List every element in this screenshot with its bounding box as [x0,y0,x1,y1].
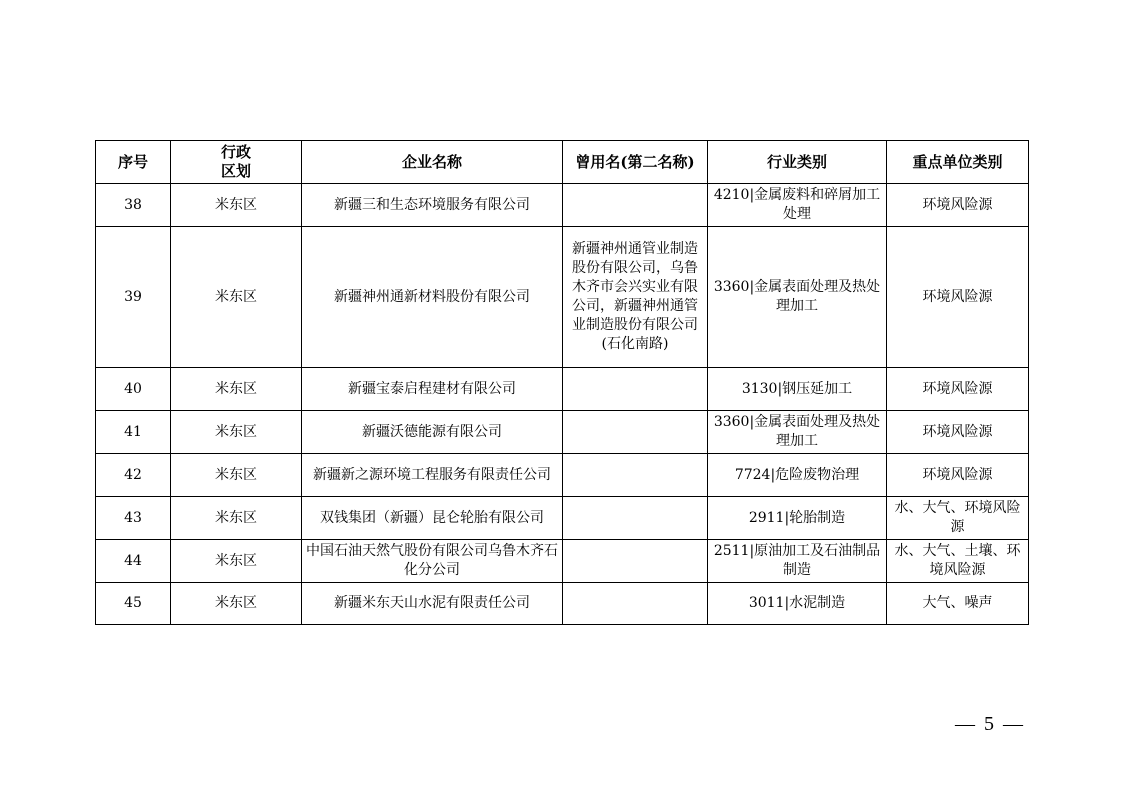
table-row [96,583,1029,625]
cell-seq: 41 [96,411,171,454]
header-former-name: 曾用名(第二名称) [563,141,708,184]
cell-company: 新疆三和生态环境服务有限公司 [302,184,563,227]
cell-category: 环境风险源 [887,454,1029,497]
cell-company: 新疆米东天山水泥有限责任公司 [302,583,563,625]
cell-seq: 44 [96,540,171,583]
table-row [96,540,1029,583]
cell-seq: 40 [96,368,171,411]
cell-industry: 3360|金属表面处理及热处理加工 [708,411,887,454]
cell-category: 环境风险源 [887,411,1029,454]
table-row [96,411,1029,454]
cell-industry: 4210|金属废料和碎屑加工处理 [708,184,887,227]
table-row [96,368,1029,411]
cell-district: 米东区 [171,454,302,497]
cell-district: 米东区 [171,368,302,411]
cell-seq: 45 [96,583,171,625]
cell-former-name [563,540,708,583]
cell-category: 水、大气、土壤、环境风险源 [887,540,1029,583]
cell-district: 米东区 [171,540,302,583]
cell-seq: 42 [96,454,171,497]
cell-former-name [563,583,708,625]
cell-company: 新疆神州通新材料股份有限公司 [302,227,563,368]
cell-former-name: 新疆神州通管业制造股份有限公司，乌鲁木齐市会兴实业有限公司，新疆神州通管业制造股份有限公司(石化南路) [563,227,708,368]
cell-district: 米东区 [171,184,302,227]
cell-category: 环境风险源 [887,184,1029,227]
header-industry: 行业类别 [708,141,887,184]
cell-industry: 3360|金属表面处理及热处理加工 [708,227,887,368]
cell-former-name [563,497,708,540]
cell-industry: 2511|原油加工及石油制品制造 [708,540,887,583]
cell-district: 米东区 [171,583,302,625]
table-row [96,227,1029,368]
header-district [171,141,302,184]
cell-industry: 3011|水泥制造 [708,583,887,625]
cell-company: 新疆沃德能源有限公司 [302,411,563,454]
cell-company: 中国石油天然气股份有限公司乌鲁木齐石化分公司 [302,540,563,583]
cell-category: 水、大气、环境风险源 [887,497,1029,540]
cell-seq: 38 [96,184,171,227]
cell-seq: 43 [96,497,171,540]
cell-category: 大气、噪声 [887,583,1029,625]
cell-former-name [563,184,708,227]
cell-district: 米东区 [171,411,302,454]
cell-category: 环境风险源 [887,227,1029,368]
cell-former-name [563,411,708,454]
cell-category: 环境风险源 [887,368,1029,411]
header-seq: 序号 [96,141,171,184]
table-row [96,497,1029,540]
cell-former-name [563,368,708,411]
enterprise-table [95,140,1029,625]
header-category: 重点单位类别 [887,141,1029,184]
cell-former-name [563,454,708,497]
cell-industry: 2911|轮胎制造 [708,497,887,540]
cell-company: 双钱集团（新疆）昆仑轮胎有限公司 [302,497,563,540]
table-row [96,184,1029,227]
cell-district: 米东区 [171,227,302,368]
cell-district: 米东区 [171,497,302,540]
cell-company: 新疆宝泰启程建材有限公司 [302,368,563,411]
cell-industry: 3130|钢压延加工 [708,368,887,411]
cell-company: 新疆新之源环境工程服务有限责任公司 [302,454,563,497]
cell-industry: 7724|危险废物治理 [708,454,887,497]
header-district-line1: 行政 [220,143,251,161]
header-district-line2: 区划 [220,162,251,180]
header-row [96,141,1029,184]
table-row [96,454,1029,497]
page-number: — 5 — [955,713,1025,735]
header-company: 企业名称 [302,141,563,184]
cell-seq: 39 [96,227,171,368]
